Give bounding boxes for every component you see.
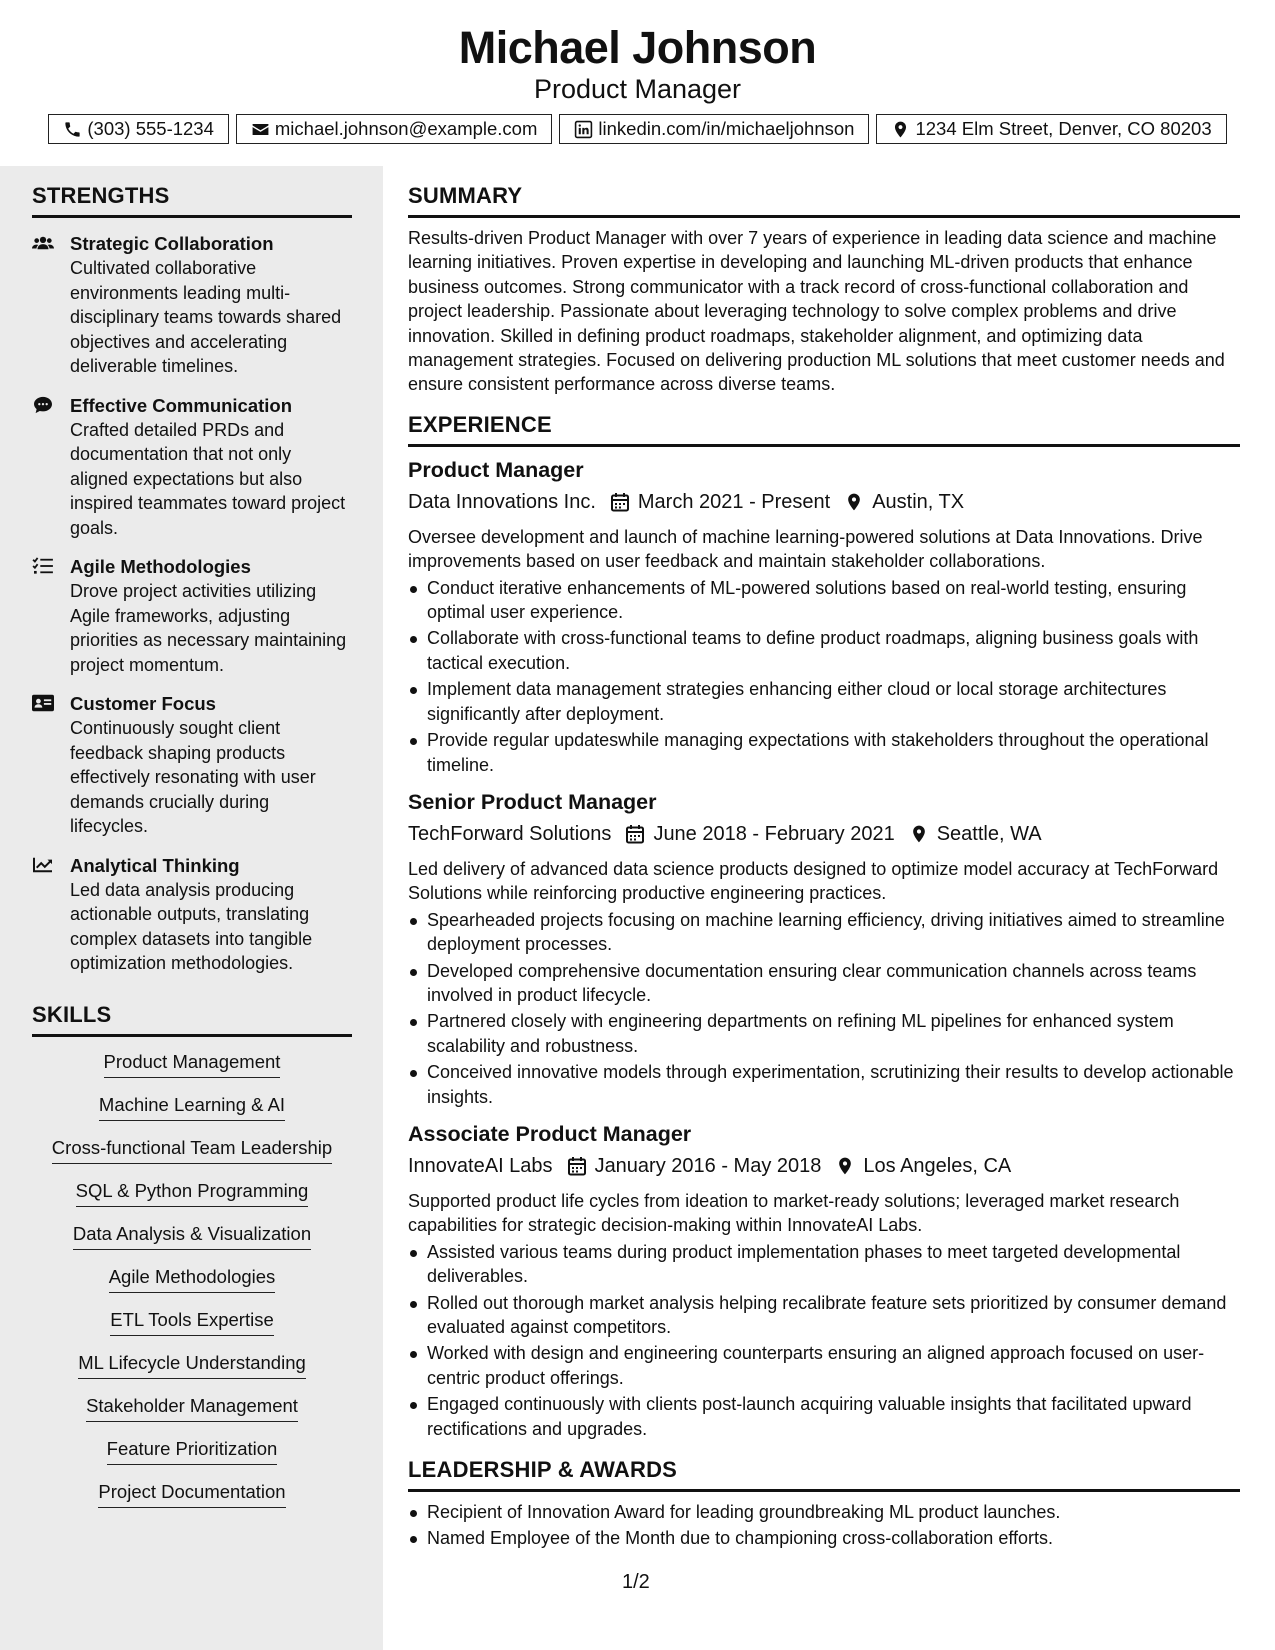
strength-title: Customer Focus (70, 693, 216, 714)
contact-phone (48, 114, 229, 144)
strengths-heading: STRENGTHS (32, 183, 352, 218)
bullet-item: Assisted various teams during product implementation phases to meet targeted developmental deliverables. (408, 1240, 1240, 1289)
bullet-item: Provide regular updateswhile managing expectations with stakeholders throughout the operational timeline. (408, 728, 1240, 777)
map-pin-icon (835, 1156, 855, 1176)
job-dates: June 2018 - February 2021 (653, 822, 895, 845)
bullet-item: Rolled out thorough market analysis helping recalibrate feature sets prioritized by consumer demand evaluated against competitors. (408, 1291, 1240, 1340)
bullet-item: Conduct iterative enhancements of ML-powered solutions based on real-world testing, ensuring optimal user experience. (408, 576, 1240, 625)
skill-item: Agile Methodologies (109, 1266, 276, 1293)
chart-line-icon (32, 856, 54, 874)
bullet-item: Named Employee of the Month due to championing cross-collaboration efforts. (408, 1526, 1240, 1550)
strength-item (32, 555, 352, 677)
job-title: Product Manager (408, 457, 584, 482)
map-pin-icon (844, 492, 864, 512)
strength-title: Analytical Thinking (70, 854, 240, 876)
bullet-item: Worked with design and engineering counterparts ensuring an aligned approach focused on user-centric product offerings. (408, 1341, 1240, 1390)
skill-item: ETL Tools Expertise (110, 1309, 274, 1336)
job-company: TechForward Solutions (408, 822, 612, 845)
job-title: Senior Product Manager (408, 789, 657, 814)
leadership-section (408, 1457, 1240, 1551)
skill-item: ML Lifecycle Understanding (78, 1352, 306, 1379)
strength-item (32, 692, 352, 839)
job-location: Los Angeles, CA (863, 1154, 1012, 1177)
linkedin-icon (574, 120, 593, 139)
bullet-item: Partnered closely with engineering departments on refining ML pipelines for enhanced system scalability and robustness. (408, 1009, 1240, 1058)
id-card-icon (32, 694, 54, 712)
job-location: Seattle, WA (936, 822, 1042, 845)
contact-bar (0, 114, 1275, 144)
summary-text: Results-driven Product Manager with over 7 years of experience in leading data science and machine learning initiatives. Proven expertise in developing and launching ML-driven products that enhance business outcomes. Strong communicator with a track record of cross-functional collaboration and project leadership. Passionate about leveraging technology to solve complex problems and drive innovation. Skilled in defining product roadmaps, stakeholder alignment, and optimizing data management strategies. Focused on delivering production ML solutions that meet customer needs and ensure consistent performance across diverse teams. (408, 228, 1225, 395)
main-content (408, 166, 1240, 1553)
summary-section (408, 183, 1240, 397)
job-title: Associate Product Manager (408, 1121, 692, 1146)
skill-item: Product Management (104, 1051, 281, 1078)
candidate-title: Product Manager (533, 74, 742, 104)
strength-desc: Cultivated collaborative environments leading multi-disciplinary teams towards shared objectives and accelerating deliverable timelines. (70, 258, 342, 376)
bullet-item: Conceived innovative models through experimentation, scrutinizing their results to develop actionable insights. (408, 1060, 1240, 1109)
leadership-bullets (408, 1500, 1240, 1551)
envelope-icon (251, 120, 270, 139)
skill-item: SQL & Python Programming (76, 1180, 309, 1207)
skills-heading: SKILLS (32, 1002, 352, 1037)
candidate-name: Michael Johnson (458, 22, 817, 73)
bullet-item: Collaborate with cross-functional teams to define product roadmaps, aligning business goals with tactical execution. (408, 626, 1240, 675)
map-pin-icon (891, 120, 910, 139)
leadership-heading: LEADERSHIP & AWARDS (408, 1457, 1240, 1492)
strength-title: Agile Methodologies (70, 556, 251, 577)
job-dates: January 2016 - May 2018 (594, 1154, 822, 1177)
job-company: Data Innovations Inc. (408, 490, 596, 513)
bullet-item: Spearheaded projects focusing on machine learning efficiency, driving initiatives aimed to streamline deployment processes. (408, 908, 1240, 957)
job-company: InnovateAI Labs (408, 1154, 553, 1177)
bullet-item: Engaged continuously with clients post-launch acquiring valuable insights that facilitated upward rectifications and upgrades. (408, 1392, 1240, 1441)
chat-icon (32, 396, 54, 414)
phone-text: (303) 555-1234 (87, 118, 214, 139)
resume-header (0, 0, 1275, 166)
phone-icon (63, 120, 82, 139)
bullet-item: Developed comprehensive documentation ensuring clear communication channels across teams involved in product lifecycle. (408, 959, 1240, 1008)
strength-title: Effective Communication (70, 394, 293, 416)
strength-desc: Continuously sought client feedback shaping products effectively resonating with user demands crucially during lifecycles. (70, 718, 316, 836)
calendar-icon (625, 824, 645, 844)
experience-heading: EXPERIENCE (408, 412, 1240, 447)
job-entry (408, 1119, 1240, 1441)
strength-item (32, 394, 352, 541)
strength-item (32, 854, 352, 976)
skill-item: Stakeholder Management (86, 1395, 298, 1422)
job-meta (408, 1151, 1240, 1181)
contact-address (876, 114, 1226, 144)
bullet-item: Recipient of Innovation Award for leading groundbreaking ML product launches. (408, 1500, 1240, 1524)
strength-desc: Drove project activities utilizing Agile frameworks, adjusting priorities as necessary maintaining project momentum. (70, 581, 347, 675)
job-bullets (408, 908, 1240, 1109)
skills-section (32, 1002, 352, 1524)
strength-item (32, 232, 352, 379)
page-number: 1/2 (622, 1571, 650, 1593)
skill-item: Feature Prioritization (107, 1438, 278, 1465)
summary-heading: SUMMARY (408, 183, 1240, 218)
address-text: 1234 Elm Street, Denver, CO 80203 (915, 118, 1212, 139)
strength-desc: Led data analysis producing actionable outputs, translating complex datasets into tangible optimization methodologies. (70, 879, 313, 973)
strengths-section (32, 183, 352, 991)
skill-item: Cross-functional Team Leadership (52, 1137, 332, 1164)
sidebar (0, 166, 383, 1650)
job-meta (408, 487, 1240, 517)
bullet-item: Implement data management strategies enhancing either cloud or local storage architectures significantly after deployment. (408, 677, 1240, 726)
job-dates: March 2021 - Present (637, 490, 831, 513)
job-entry (408, 455, 1240, 777)
list-check-icon (32, 557, 54, 575)
contact-email[interactable] (236, 114, 553, 144)
skill-item: Machine Learning & AI (99, 1094, 285, 1121)
job-description: Supported product life cycles from ideation to market-ready solutions; leveraged market research capabilities for strategic decision-making within InnovateAI Labs. (408, 1190, 1180, 1236)
job-meta (408, 819, 1240, 849)
job-bullets (408, 1240, 1240, 1441)
job-location: Austin, TX (872, 490, 965, 513)
skill-item: Project Documentation (98, 1481, 285, 1508)
job-description: Led delivery of advanced data science products designed to optimize model accuracy at TechForward Solutions while reinforcing productive engineering practices. (408, 858, 1219, 904)
job-description: Oversee development and launch of machine learning-powered solutions at Data Innovations. Drive improvements based on user feedback and maintain stakeholder collaborations. (408, 526, 1203, 572)
strength-desc: Crafted detailed PRDs and documentation that not only aligned expectations but also inspired teammates toward project goals. (70, 419, 346, 538)
calendar-icon (567, 1156, 587, 1176)
strength-title: Strategic Collaboration (70, 233, 274, 254)
map-pin-icon (909, 824, 929, 844)
job-bullets (408, 576, 1240, 777)
skills-list (32, 1037, 352, 1524)
experience-section (408, 412, 1240, 1441)
job-entry (408, 787, 1240, 1109)
contact-linkedin[interactable] (559, 114, 869, 144)
calendar-icon (610, 492, 630, 512)
email-link[interactable]: michael.johnson@example.com (274, 118, 538, 139)
linkedin-link[interactable]: linkedin.com/in/michaeljohnson (598, 118, 855, 139)
skill-item: Data Analysis & Visualization (73, 1223, 311, 1250)
users-icon (32, 234, 54, 252)
